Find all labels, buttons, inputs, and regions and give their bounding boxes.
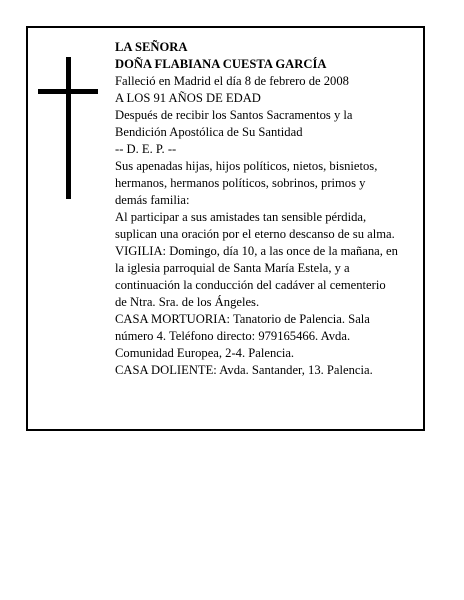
- title-line: LA SEÑORA: [115, 40, 188, 54]
- deceased-name: DOÑA FLABIANA CUESTA GARCÍA: [115, 57, 327, 71]
- vigil-line: la iglesia parroquial de Santa María Estela, y a: [115, 261, 350, 275]
- family-line: hermanos, hermanos políticos, sobrinos, primos y: [115, 176, 366, 190]
- family-line: demás familia:: [115, 193, 190, 207]
- family-home-line: CASA DOLIENTE: Avda. Santander, 13. Palencia.: [115, 363, 373, 377]
- vigil-line: VIGILIA: Domingo, día 10, a las once de la mañana, en: [115, 244, 398, 258]
- obituary-text: [115, 39, 421, 379]
- sacraments-line: Bendición Apostólica de Su Santidad: [115, 125, 303, 139]
- obituary-notice: [26, 26, 425, 431]
- age-line: A LOS 91 AÑOS DE EDAD: [115, 91, 261, 105]
- cross-vertical-bar: [66, 57, 71, 199]
- vigil-line: continuación la conducción del cadáver al cementerio: [115, 278, 386, 292]
- funeral-home-line: número 4. Teléfono directo: 979165466. Avda.: [115, 329, 351, 343]
- funeral-home-line: CASA MORTUORIA: Tanatorio de Palencia. Sala: [115, 312, 370, 326]
- death-date-line: Falleció en Madrid el día 8 de febrero de 2008: [115, 74, 349, 88]
- cross-horizontal-bar: [38, 89, 98, 94]
- request-line: suplican una oración por el eterno descanso de su alma.: [115, 227, 395, 241]
- family-line: Sus apenadas hijas, hijos políticos, nietos, bisnietos,: [115, 159, 378, 173]
- rip-line: -- D. E. P. --: [115, 142, 177, 156]
- funeral-home-line: Comunidad Europea, 2-4. Palencia.: [115, 346, 295, 360]
- cross-icon: [38, 57, 98, 199]
- vigil-line: de Ntra. Sra. de los Ángeles.: [115, 295, 260, 309]
- sacraments-line: Después de recibir los Santos Sacramentos y la: [115, 108, 353, 122]
- request-line: Al participar a sus amistades tan sensible pérdida,: [115, 210, 367, 224]
